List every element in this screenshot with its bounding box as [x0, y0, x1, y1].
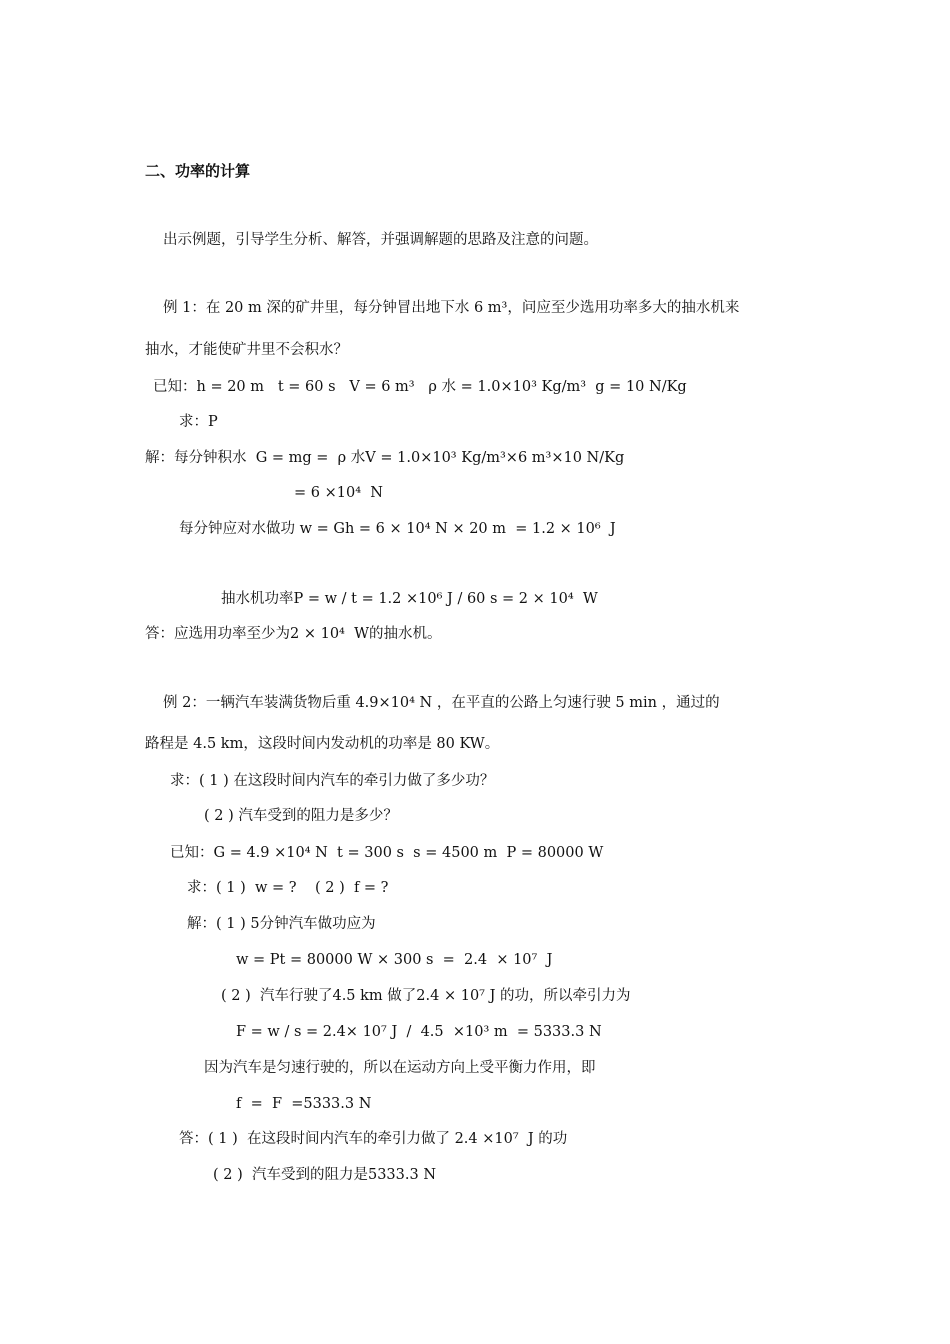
example2-solution-line4: F = w / s = 2.4× 10⁷ J / 4.5 ×10³ m = 5333.3 N	[236, 1024, 602, 1040]
example2-question-line1: 例 2：一辆汽车装满货物后重 4.9×10⁴ N ，在平直的公路上匀速行驶 5 min ，通过的	[163, 695, 720, 711]
example1-solution-line1: 解：每分钟积水 G = mg = ρ 水V = 1.0×10³ Kg/m³×6 m³×10 N/Kg	[145, 450, 625, 466]
example2-answer-line1: 答：( 1 ) 在这段时间内汽车的牵引力做了 2.4 ×10⁷ J 的功	[179, 1131, 568, 1147]
example2-solution-line1: 解：( 1 ) 5分钟汽车做功应为	[187, 916, 376, 932]
example2-given: 已知：G = 4.9 ×10⁴ N t = 300 s s = 4500 m P = 80000 W	[170, 845, 604, 861]
example1-find: 求：P	[179, 414, 218, 430]
example2-answer-line2: ( 2 ) 汽车受到的阻力是5333.3 N	[213, 1167, 437, 1183]
example1-question-line2: 抽水，才能使矿井里不会积水？	[145, 342, 348, 358]
example1-solution-line3: 每分钟应对水做功 w = Gh = 6 × 10⁴ N × 20 m = 1.2 × 10⁶ J	[179, 521, 616, 537]
example1-answer: 答：应选用功率至少为2 × 10⁴ W的抽水机。	[145, 626, 442, 642]
example2-solution-line6: f = F =5333.3 N	[236, 1096, 372, 1112]
section-title: 二、功率的计算	[145, 162, 251, 180]
example2-ask2: ( 2 ) 汽车受到的阻力是多少？	[204, 808, 398, 824]
example1-solution-line4: 抽水机功率P = w / t = 1.2 ×10⁶ J / 60 s = 2 × 10⁴ W	[221, 591, 598, 607]
example2-solution-line2: w = Pt = 80000 W × 300 s = 2.4 × 10⁷ J	[236, 952, 553, 968]
intro-text: 出示例题，引导学生分析、解答，并强调解题的思路及注意的问题。	[163, 232, 598, 248]
example2-question-line2: 路程是 4.5 km，这段时间内发动机的功率是 80 KW。	[145, 736, 500, 752]
example1-given: 已知：h = 20 m t = 60 s V = 6 m³ ρ 水 = 1.0×10³ Kg/m³ g = 10 N/Kg	[153, 379, 687, 395]
example2-solution-line5: 因为汽车是匀速行驶的，所以在运动方向上受平衡力作用，即	[204, 1060, 596, 1076]
example1-question-line1: 例 1：在 20 m 深的矿井里，每分钟冒出地下水 6 m³，问应至少选用功率多大的抽水机来	[163, 300, 740, 316]
example2-ask1: 求：( 1 ) 在这段时间内汽车的牵引力做了多少功？	[170, 773, 495, 789]
example1-solution-line2: = 6 ×10⁴ N	[294, 485, 383, 501]
example2-solution-line3: ( 2 ) 汽车行驶了4.5 km 做了2.4 × 10⁷ J 的功，所以牵引力为	[221, 988, 631, 1004]
example2-find: 求：( 1 ) w = ? ( 2 ) f = ?	[187, 880, 389, 896]
